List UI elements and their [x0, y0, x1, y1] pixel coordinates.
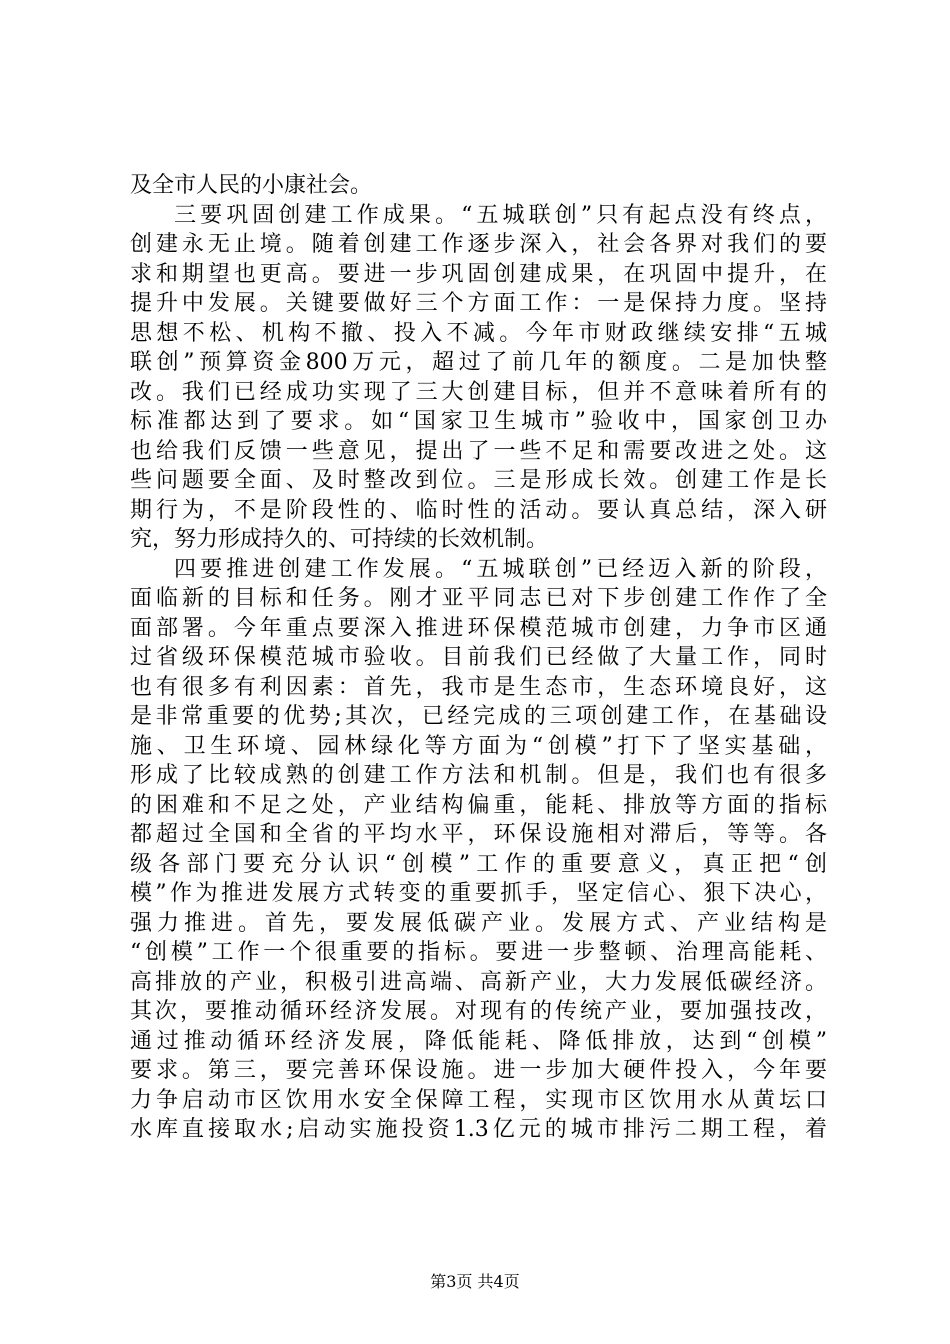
paragraph-first-line: 四要推进创建工作发展。“五城联创”已经迈入新的阶段， — [174, 556, 827, 582]
document-body — [130, 171, 827, 1145]
text-line: 究，努力形成持久的、可持续的长效机制。 — [130, 527, 549, 552]
text-line: 些问题要全面、及时整改到位。三是形成长效。创建工作是长 — [130, 468, 827, 493]
text-line: 模”作为推进发展方式转变的重要抓手，坚定信心、狠下决心， — [130, 881, 827, 906]
text-line: 也给我们反馈一些意见，提出了一些不足和需要改进之处。这 — [130, 438, 827, 464]
text-line: 要求。第三，要完善环保设施。进一步加大硬件投入，今年要 — [130, 1058, 827, 1083]
text-line: 都超过全国和全省的平均水平，环保设施相对滞后，等等。各 — [130, 822, 827, 847]
text-line: 其次，要推动循环经济发展。对现有的传统产业，要加强技改， — [130, 999, 827, 1024]
page-number-label: 第3页 共4页 — [430, 1272, 520, 1291]
text-line: “创模”工作一个很重要的指标。要进一步整顿、治理高能耗、 — [130, 940, 827, 965]
text-line: 改。我们已经成功实现了三大创建目标，但并不意味着所有的 — [130, 379, 827, 405]
page-footer — [0, 1272, 950, 1292]
text-line: 联创”预算资金800万元，超过了前几年的额度。二是加快整 — [130, 350, 827, 375]
text-line: 创建永无止境。随着创建工作逐步深入，社会各界对我们的要 — [130, 232, 827, 257]
text-line: 面临新的目标和任务。刚才亚平同志已对下步创建工作作了全 — [130, 586, 827, 611]
text-line: 及全市人民的小康社会。 — [130, 173, 373, 198]
text-line: 过省级环保模范城市验收。目前我们已经做了大量工作，同时 — [130, 645, 827, 670]
text-line: 也有很多有利因素：首先，我市是生态市，生态环境良好，这 — [130, 674, 827, 700]
text-line: 的困难和不足之处，产业结构偏重，能耗、排放等方面的指标 — [130, 792, 827, 818]
text-line: 求和期望也更高。要进一步巩固创建成果，在巩固中提升，在 — [130, 261, 827, 287]
text-line: 力争启动市区饮用水安全保障工程，实现市区饮用水从黄坛口 — [130, 1087, 827, 1113]
text-line: 提升中发展。关键要做好三个方面工作：一是保持力度。坚持 — [130, 291, 827, 316]
text-line: 是非常重要的优势;其次，已经完成的三项创建工作，在基础设 — [130, 704, 827, 729]
text-line: 水库直接取水;启动实施投资1.3亿元的城市排污二期工程，着 — [130, 1117, 827, 1142]
text-line: 级各部门要充分认识“创模”工作的重要意义，真正把“创 — [130, 851, 827, 877]
text-line: 通过推动循环经济发展，降低能耗、降低排放，达到“创模” — [130, 1028, 827, 1054]
text-line: 思想不松、机构不撤、投入不减。今年市财政继续安排“五城 — [130, 320, 827, 346]
text-line: 高排放的产业，积极引进高端、高新产业，大力发展低碳经济。 — [130, 969, 827, 995]
text-line: 面部署。今年重点要深入推进环保模范城市创建，力争市区通 — [130, 615, 827, 641]
text-line: 施、卫生环境、园林绿化等方面为“创模”打下了坚实基础， — [130, 733, 827, 759]
text-line: 形成了比较成熟的创建工作方法和机制。但是，我们也有很多 — [130, 763, 827, 788]
text-line: 期行为，不是阶段性的、临时性的活动。要认真总结，深入研 — [130, 497, 827, 523]
text-line: 强力推进。首先，要发展低碳产业。发展方式、产业结构是 — [130, 910, 827, 936]
paragraph-first-line: 三要巩固创建工作成果。“五城联创”只有起点没有终点， — [174, 202, 827, 228]
text-line: 标准都达到了要求。如“国家卫生城市”验收中，国家创卫办 — [130, 409, 827, 434]
